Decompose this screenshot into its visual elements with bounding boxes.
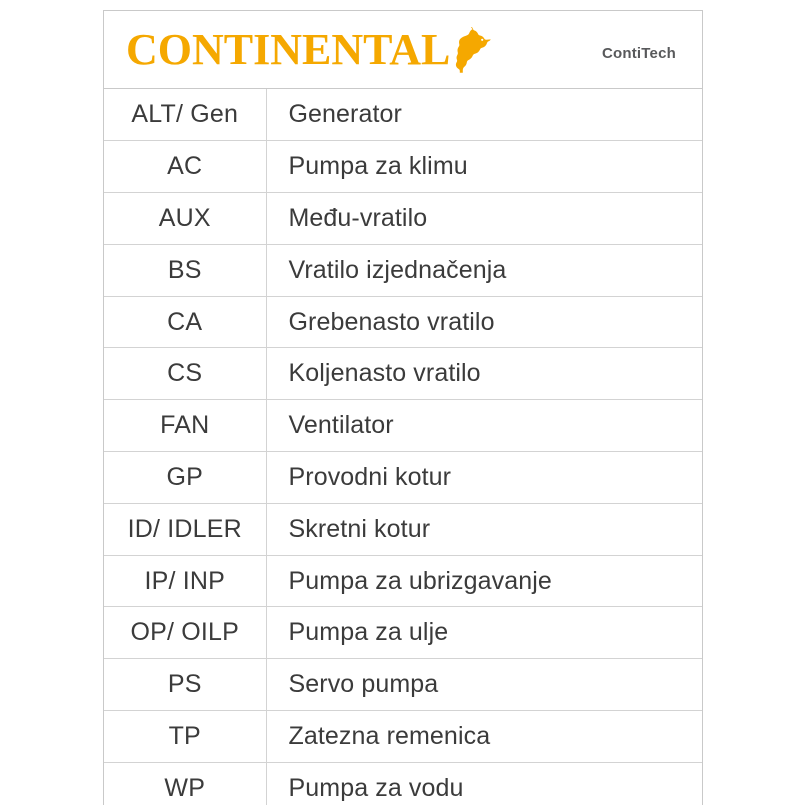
- abbreviation-cell: ALT/ Gen: [104, 89, 266, 141]
- abbreviation-cell: CA: [104, 296, 266, 348]
- term-cell: Ventilator: [266, 400, 702, 452]
- abbreviation-cell: TP: [104, 711, 266, 763]
- table-row: [104, 452, 702, 504]
- table-row: [104, 711, 702, 763]
- table-row: [104, 659, 702, 711]
- table-row: [104, 244, 702, 296]
- table-row: [104, 555, 702, 607]
- abbreviation-cell: PS: [104, 659, 266, 711]
- abbreviation-cell: AUX: [104, 193, 266, 245]
- abbreviation-cell: CS: [104, 348, 266, 400]
- table-row: [104, 762, 702, 805]
- brand-header: [104, 11, 702, 89]
- abbreviation-cell: ID/ IDLER: [104, 503, 266, 555]
- term-cell: Zatezna remenica: [266, 711, 702, 763]
- table-row: [104, 141, 702, 193]
- abbreviation-cell: GP: [104, 452, 266, 504]
- table-row: [104, 296, 702, 348]
- brand-name: CONTINENTAL: [126, 25, 451, 74]
- abbreviation-cell: BS: [104, 244, 266, 296]
- term-cell: Servo pumpa: [266, 659, 702, 711]
- abbreviation-cell: OP/ OILP: [104, 607, 266, 659]
- table-row: [104, 89, 702, 141]
- table-row: [104, 503, 702, 555]
- table-row: [104, 607, 702, 659]
- term-cell: Pumpa za klimu: [266, 141, 702, 193]
- term-cell: Provodni kotur: [266, 452, 702, 504]
- term-cell: Generator: [266, 89, 702, 141]
- term-cell: Skretni kotur: [266, 503, 702, 555]
- term-cell: Među-vratilo: [266, 193, 702, 245]
- term-cell: Pumpa za ulje: [266, 607, 702, 659]
- glossary-table: [104, 89, 702, 805]
- table-row: [104, 400, 702, 452]
- term-cell: Koljenasto vratilo: [266, 348, 702, 400]
- glossary-table-body: [104, 89, 702, 805]
- abbreviation-cell: IP/ INP: [104, 555, 266, 607]
- abbreviation-cell: WP: [104, 762, 266, 805]
- sub-brand-name: ContiTech: [601, 45, 676, 62]
- abbreviation-cell: AC: [104, 141, 266, 193]
- term-cell: Vratilo izjednačenja: [266, 244, 702, 296]
- table-row: [104, 193, 702, 245]
- term-cell: Pumpa za ubrizgavanje: [266, 555, 702, 607]
- prancing-horse-icon: [452, 27, 492, 73]
- abbreviation-cell: FAN: [104, 400, 266, 452]
- glossary-card: [103, 10, 703, 805]
- term-cell: Pumpa za vodu: [288, 774, 464, 802]
- brand-logo: [126, 27, 492, 73]
- term-cell: Grebenasto vratilo: [266, 296, 702, 348]
- table-row: [104, 348, 702, 400]
